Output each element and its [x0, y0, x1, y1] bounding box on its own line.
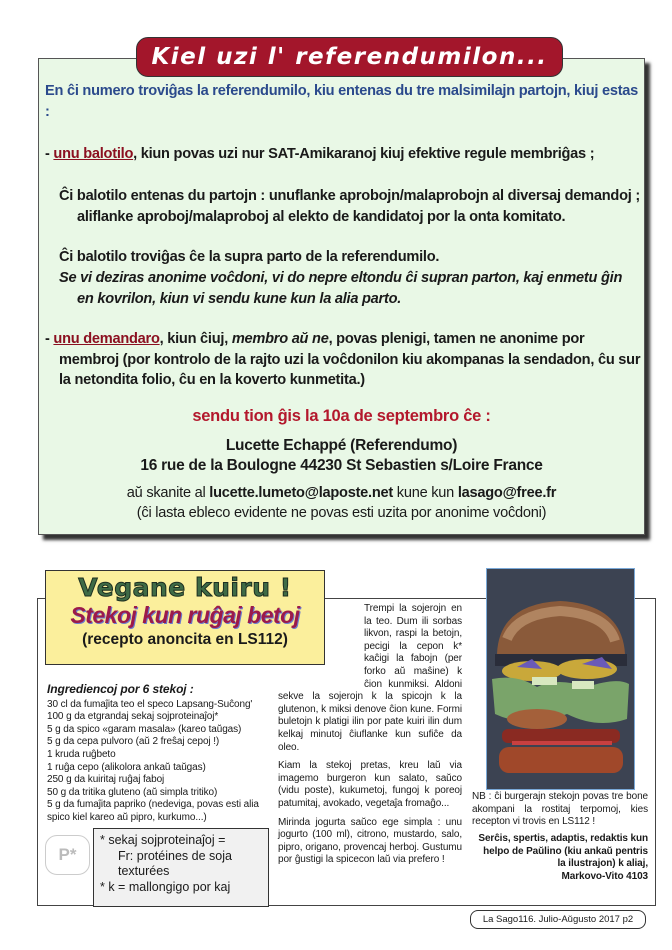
p-star-icon: P*	[45, 835, 90, 875]
referendum-title: Kiel uzi l' referendumilon...	[136, 37, 563, 77]
ingredient: 5 g da cepa pulvoro (aŭ 2 freŝaj cepoj !)	[47, 736, 220, 748]
scan-note: (ĉi lasta ebleco evidente ne povas esti uzita por anonime voĉdoni)	[136, 505, 547, 521]
page-footer: La Sago116. Julio-Aŭgusto 2017 p2	[470, 910, 646, 929]
nb-note: NB : ĉi burgerajn stekojn povas tre bone akompani la rostitaj terpomoj, kies recepton vi trovis en LS112 !	[472, 791, 648, 828]
address-street: 16 rue de la Boulogne 44230 St Sebastien s/Loire France	[140, 457, 543, 474]
questionnaire-text: , kiun ĉiuj,	[159, 331, 232, 347]
questionnaire-italic: membro aŭ ne	[231, 331, 329, 347]
send-heading: sendu tion ĝis la 10a de septembro ĉe :	[192, 407, 491, 425]
step: Mirinda jogurta saŭco ege simpla : unu jogurto (100 ml), citrono, mustardo, salo, pipro, origano, provencaj herboj. Gustumu por ĝustigi la spicecon laŭ via prefero !	[278, 816, 462, 866]
step: Trempi la sojerojn en la teo. Dum ili sorbas likvon, raspi la betojn, pecigi la cepon k* kaĉigi la fabojn (per forko aŭ maŝine) k ĉion kunmiksi. Aldoni sekve la sojerojn k la spicojn k la glutenon, k miksi denove ĉion kune. Formi buletojn k platigi ilin por pate kuiri ilin dum kelkaj minutoj ĉiuflanke kun sufiĉe da oleo.	[278, 603, 462, 753]
ballot-label: unu balotilo	[53, 146, 134, 162]
ingredient: 1 ruĝa cepo (alikolora ankaŭ taŭgas)	[47, 761, 206, 773]
credit-line: Serĉis, spertis, adaptis, redaktis kun	[478, 833, 648, 844]
dash: -	[45, 146, 54, 162]
footnote-line: texturées	[118, 864, 170, 878]
scan-line	[39, 483, 644, 504]
ingredients-heading: Ingrediencoj por 6 stekoj :	[47, 682, 194, 696]
ballot-desc: Ĉi balotilo entenas du partojn : unuflanke aprobojn/malaprobojn al diversaj demandoj ; aliflanke aproboj/malaproboj al elekto de kandidatoj por la onta komitato.	[59, 188, 640, 225]
credit-line: Markovo-Vito 4103	[561, 870, 648, 882]
scan-text: aŭ skanite al	[126, 485, 210, 501]
footnote-line: * k = mallongigo por kaj	[100, 879, 231, 894]
credit-line: helpo de Paŭlino (kiu ankaŭ pentris	[483, 845, 648, 857]
referendum-box	[38, 58, 645, 535]
scan-text-2: kune kun	[393, 485, 458, 501]
questionnaire-label: unu demandaro	[53, 331, 160, 347]
ingredients	[47, 683, 279, 825]
dash: -	[45, 331, 54, 347]
item-questionnaire	[45, 329, 641, 391]
recipe-subtitle: (recepto anoncita en LS112)	[82, 631, 288, 648]
footnote-box	[93, 828, 269, 907]
ingredient: 1 kruda ruĝbeto	[47, 748, 116, 760]
step: Kiam la stekoj pretas, kreu laŭ via imagemo burgeron kun salato, saŭco (vidu poste), kukumetoj, fungoj k poreoj patumitaj, avokado, vegetaĵa fromaĝo...	[278, 760, 462, 809]
credit-line: la ilustrajon) k aliaj,	[557, 858, 648, 870]
credits	[470, 833, 648, 883]
recipe-steps	[278, 603, 462, 873]
intro-text: En ĉi numero troviĝas la referendumilo, kiu entenas du tre malsimilajn partojn, kiuj estas :	[45, 83, 639, 120]
burger-illustration	[486, 568, 635, 790]
recipe-title: Stekoj kun ruĝaj betoj	[70, 602, 300, 628]
questionnaire-text-2: , povas plenigi, tamen ne anonime por membroj (por kontrolo de la rajto uzi la voĉdonilon kiu akompanas la sendadon, ĉu sur la netondita folio, ĉu en la koverto kunmetita.)	[59, 331, 641, 388]
ballot-location: Ĉi balotilo troviĝas ĉe la supra parto de la referendumilo.	[59, 249, 440, 265]
ingredient: 5 g da spico «garam masala» (kareo taŭgas)	[47, 723, 242, 735]
footnote-line: Fr: protéines de soja	[118, 848, 232, 863]
recipe-heading: Vegane kuiru !	[78, 573, 292, 602]
ingredient: 50 g da tritika gluteno (aŭ simpla tritiko)	[47, 786, 218, 798]
ingredient: 30 cl da fumaĵita teo el speco Lapsang-Suĉong'	[47, 698, 253, 710]
ingredient: 250 g da kuiritaj ruĝaj faboj	[47, 774, 165, 786]
ingredient: 100 g da etgrandaj sekaj sojproteinaĵoj*	[47, 711, 219, 723]
email-link-1[interactable]: lucette.lumeto@laposte.net	[209, 485, 393, 501]
ingredient: 5 g da fumaĵita papriko (nedeviga, povas esti alia spico kiel kareo aŭ pipro, kurkumo...)	[47, 799, 259, 823]
item-ballot	[45, 144, 641, 165]
address-name: Lucette Echappé (Referendumo)	[225, 437, 458, 454]
footnote-line: * sekaj sojproteinaĵoj =	[100, 833, 226, 847]
anonymous-note: Se vi deziras anonime voĉdoni, vi do nepre eltondu ĉi supran parton, kaj enmetu ĝin en kovrilon, kiun vi sendu kune kun la alia parto.	[59, 270, 623, 307]
ballot-text: , kiun povas uzi nur SAT-Amikaranoj kiuj efektive regule membriĝas ;	[133, 146, 595, 162]
email-link-2[interactable]: lasago@free.fr	[457, 485, 557, 501]
